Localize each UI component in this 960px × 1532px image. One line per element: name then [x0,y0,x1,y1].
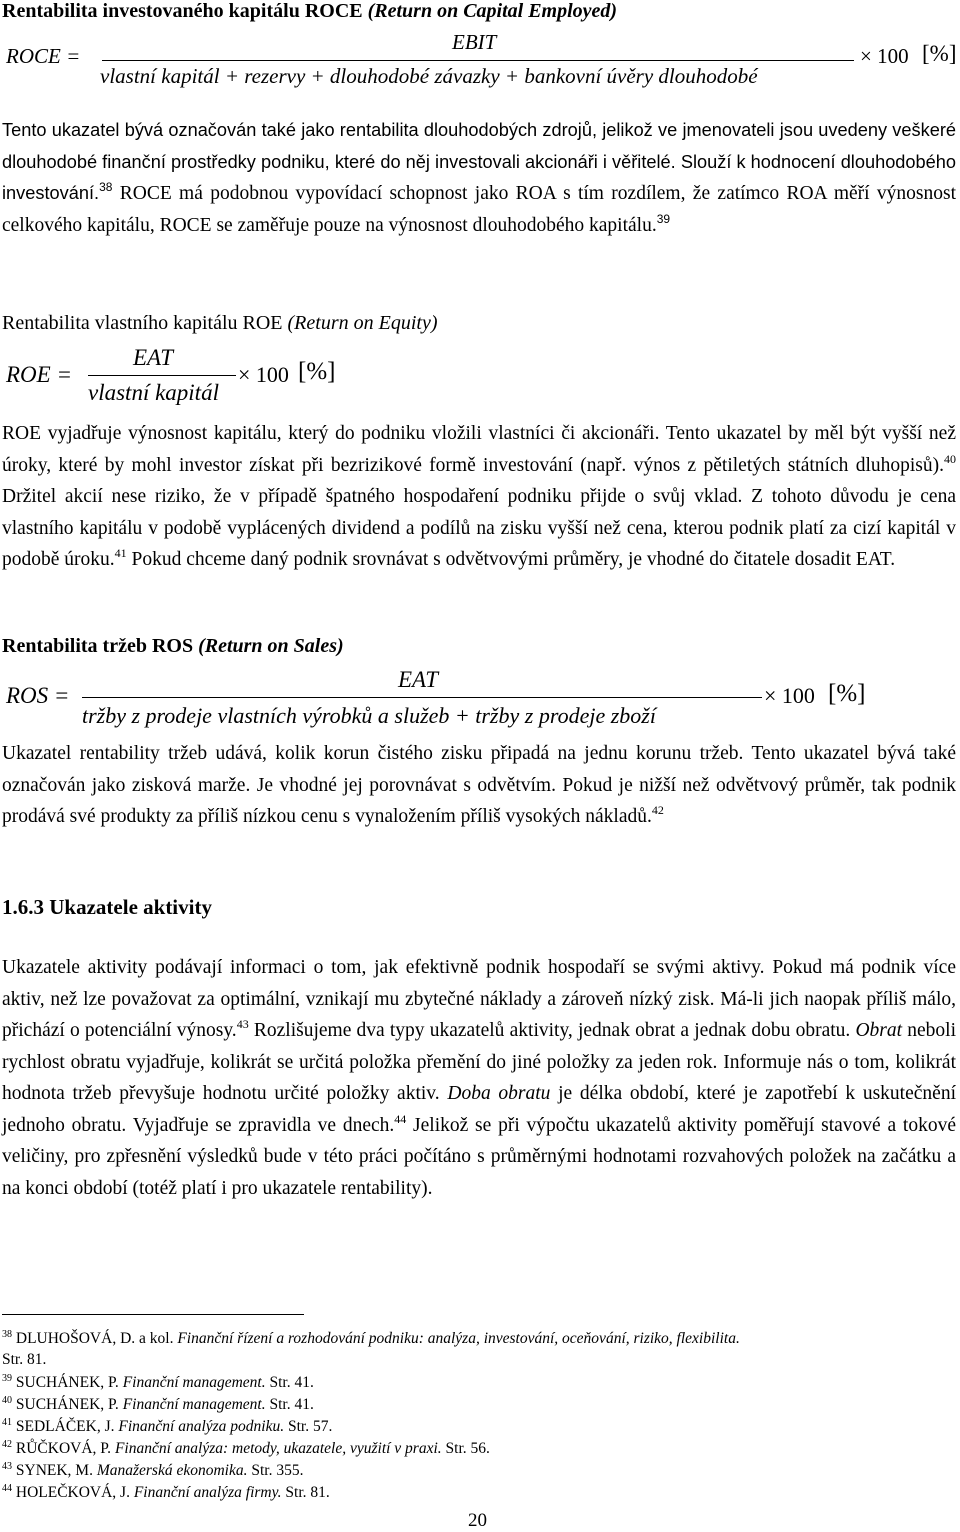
footnote: $^{44}$ HOLEČKOVÁ, J. Finanční analýza firmy. Str. 81. [2,1483,330,1501]
footnote-ref-38: 38 [99,180,113,194]
roe-formula-left: ROE = [6,362,72,387]
roe-unit: [%] [298,358,336,385]
roce-denominator: vlastní kapitál + rezervy + dlouhodobé závazky + bankovní úvěry dlouhodobé [100,64,758,88]
roe-fraction-bar [88,375,236,376]
term-obrat: Obrat [855,1020,903,1041]
roe-denominator: vlastní kapitál [88,380,219,405]
roe-heading [2,312,437,335]
ros-heading-english: (Return on Sales) [198,635,344,657]
term-doba-obratu: Doba obratu [447,1083,551,1104]
footnote-ref-43: 43 [236,1017,249,1031]
roce-heading-english: (Return on Capital Employed) [367,0,618,22]
roe-heading-text: Rentabilita vlastního kapitálu ROE [2,312,283,334]
roce-unit: [%] [922,41,957,66]
roce-heading-text: Rentabilita investovaného kapitálu ROCE [2,0,363,22]
ros-unit: [%] [828,680,866,707]
ros-formula-left: ROS = [6,683,70,708]
ros-heading [2,635,344,658]
footnote: $^{42}$ RŮČKOVÁ, P. Finanční analýza: metody, ukazatele, využití v praxi. Str. 56. [2,1439,490,1457]
roce-numerator: EBIT [452,30,497,54]
roe-multiplier: × 100 [238,362,289,387]
footnote: $^{43}$ SYNEK, M. Manažerská ekonomika. Str. 355. [2,1461,304,1479]
footnote-ref-40: 40 [944,451,956,466]
footnote: $^{41}$ SEDLÁČEK, J. Finanční analýza podniku. Str. 57. [2,1417,333,1435]
roe-paragraph: ROE vyjadřuje výnosnost kapitálu, který do podniku vložili vlastníci či akcionáři. Tento ukazatel by měl být vyšší než úroky, které by mohl investor získat při bezrizikové formě investování (např. výnos z pětiletých státních dluhopisů).$^{40}$ Držitel akcií nese riziko, že v případě špatného hospodaření podniku přijde o svůj vklad. Z tohoto důvodu je cena vlastního kapitálu v podobě vyplácených dividend a podílů na zisku vyšší než cena, kterou podnik platí za cizí kapitál v podobě úroku.$^{41}$ Pokud chceme daný podnik srovnávat s odvětvovými průměry, je vhodné do čitatele dosadit EAT. [2,423,956,570]
ros-numerator: EAT [398,667,439,692]
ros-denominator: tržby z prodeje vlastních výrobků a služeb + tržby z prodeje zboží [82,703,656,728]
roe-numerator: EAT [133,345,174,370]
footnote: $^{39}$ SUCHÁNEK, P. Finanční management. Str. 41. [2,1373,314,1391]
footnote: $^{40}$ SUCHÁNEK, P. Finanční management. Str. 41. [2,1395,314,1413]
ros-fraction-bar [82,697,762,698]
roe-heading-english: (Return on Equity) [287,312,438,334]
ros-paragraph: Ukazatel rentability tržeb udává, kolik korun čistého zisku připadá na jednu korunu tržeb. Tento ukazatel bývá také označován jako zisková marže. Je vhodné jej porovnávat s odvětvím. Pokud je nižší než odvětvový průměr, tak podnik prodává své produkty za příliš nízkou cenu s vynaložením příliš vysokých nákladů.$^{42}$ [2,743,956,827]
section-paragraph: Ukazatele aktivity podávají informaci o tom, jak efektivně podnik hospodaří se svými aktivy. Pokud má podnik více aktiv, než lze považovat za optimální, vznikají mu zbytečné náklady a zároveň nízký zisk. Má-li jich naopak příliš málo, přichází o potenciální výnosy.$^{43}$ Rozlišujeme dva typy ukazatelů aktivity, jednak obrat a jednak dobu obratu. Obrat neboli rychlost obratu vyjadřuje, kolikrát se určitá položka přemění do jiné položky za jeden rok. Informuje nás o tom, kolikrát hodnota tržeb převyšuje hodnotu určité položky aktiv. Doba obratu je délka období, které je zapotřebí k uskutečnění jednoho obratu. Vyjadřuje se zpravidla ve dnech.$^{44}$ Jelikož se při výpočtu ukazatelů aktivity poměřují stavové a tokové veličiny, pro zpřesnění výsledků bude v této práci počítáno s průměrnými hodnotami rozvahových položek na začátku a na konci období (totéž platí i pro ukazatele rentability). [2,957,956,1199]
footnote-ref-42: 42 [651,803,664,817]
page-number: 20 [468,1510,487,1531]
footnote-separator [2,1314,304,1315]
roce-formula-left: ROCE = [6,44,81,68]
roce-paragraph: Tento ukazatel bývá označován také jako rentabilita dlouhodobých zdrojů, jelikož ve jmenovateli jsou uvedeny veškeré dlouhodobé finanční prostředky podniku, které do něj investovali akcionáři i věřitelé. Slouží k hodnocení dlouhodobého investování.$^{38}$ ROCE má podobnou vypovídací schopnost jako ROA s tím rozdílem, že zatímco ROA měří výnosnost celkového kapitálu, ROCE se zaměřuje pouze na výnosnost dlouhodobého kapitálu.$^{39}$ [2,120,956,236]
ros-heading-text: Rentabilita tržeb ROS [2,635,194,657]
footnote: $^{38}$ DLUHOŠOVÁ, D. a kol. Finanční řízení a rozhodování podniku: analýza, investování, oceňování, riziko, flexibilita. [2,1329,740,1347]
roce-fraction-bar [102,60,854,61]
footnote-ref-41: 41 [114,546,127,560]
ros-multiplier: × 100 [764,683,815,708]
roce-heading [2,0,617,23]
roce-multiplier: × 100 [860,44,909,68]
section-heading: 1.6.3 Ukazatele aktivity [2,895,212,919]
footnote-continuation: Str. 81. [2,1351,47,1368]
footnote-ref-44: 44 [394,1111,407,1126]
footnote-ref-39: 39 [656,211,671,226]
